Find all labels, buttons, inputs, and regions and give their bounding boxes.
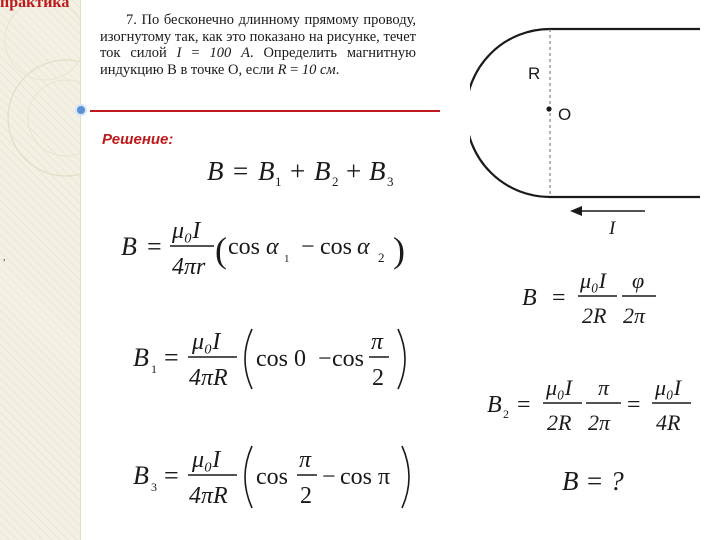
problem-statement: 7. По бесконечно длинному прямому проводу, изогнутому так, как это показано на рисунке, течет ток силой I = 100 А. Определить магнитную индукцию В в точке О, если R = 10 см. bbox=[100, 12, 416, 78]
svg-text:2π: 2π bbox=[588, 410, 611, 435]
bent-wire bbox=[470, 29, 700, 197]
svg-text:B: B bbox=[121, 232, 137, 261]
eq-b1 bbox=[133, 329, 405, 391]
svg-text:μ₀I: μ₀I bbox=[546, 375, 573, 400]
svg-text:B: B bbox=[133, 343, 149, 372]
svg-text:B: B bbox=[314, 156, 331, 186]
svg-text:2R: 2R bbox=[547, 410, 572, 435]
svg-text:=: = bbox=[233, 156, 249, 186]
eq-sum bbox=[207, 156, 394, 189]
svg-text:2π: 2π bbox=[623, 303, 646, 328]
eq-b3 bbox=[133, 446, 409, 509]
problem-text-1: По бесконечно длинному прямому проводу, изогнутому так, как это показано на рисунке, течет ток силой bbox=[100, 12, 416, 61]
svg-text:=: = bbox=[147, 232, 162, 261]
svg-text:=: = bbox=[164, 461, 179, 490]
svg-text:B: B bbox=[522, 285, 537, 311]
svg-text:(: ( bbox=[215, 230, 227, 270]
svg-text:cos: cos bbox=[320, 234, 352, 260]
problem-text-end: . bbox=[335, 61, 340, 78]
svg-text:μ₀I: μ₀I bbox=[580, 268, 607, 293]
label-o: O bbox=[558, 105, 572, 124]
svg-text:−: − bbox=[318, 346, 332, 372]
margin-mark: , bbox=[3, 252, 6, 263]
svg-text:1: 1 bbox=[284, 253, 290, 265]
wire-figure bbox=[470, 20, 710, 240]
problem-number: 7. bbox=[126, 12, 137, 28]
section-tag: практика bbox=[0, 0, 70, 11]
arrow-head-icon bbox=[570, 206, 582, 216]
svg-text:3: 3 bbox=[387, 174, 394, 189]
bullet-dot bbox=[75, 104, 87, 116]
current-symbol: I bbox=[176, 45, 182, 61]
svg-text:μ₀I: μ₀I bbox=[192, 447, 221, 473]
svg-text:cos: cos bbox=[256, 464, 288, 490]
eq-general bbox=[121, 218, 405, 280]
svg-text:π: π bbox=[299, 447, 312, 473]
svg-text:4πr: 4πr bbox=[172, 254, 206, 280]
svg-text:=: = bbox=[552, 285, 566, 311]
svg-text:2: 2 bbox=[372, 365, 384, 391]
svg-text:μ₀I: μ₀I bbox=[172, 218, 201, 244]
svg-text:2: 2 bbox=[503, 407, 509, 421]
svg-text:3: 3 bbox=[151, 480, 157, 494]
svg-text:4πR: 4πR bbox=[189, 483, 228, 509]
svg-text:cos: cos bbox=[228, 234, 260, 260]
svg-text:B: B bbox=[133, 461, 149, 490]
svg-text:μ₀I: μ₀I bbox=[192, 329, 221, 355]
svg-text:−: − bbox=[301, 234, 315, 260]
svg-text:2: 2 bbox=[300, 483, 312, 509]
svg-text:φ: φ bbox=[632, 268, 645, 293]
svg-text:1: 1 bbox=[151, 362, 157, 376]
question-text: B = ? bbox=[562, 466, 624, 496]
divider-line bbox=[90, 110, 440, 112]
svg-text:B: B bbox=[207, 156, 224, 186]
svg-text:cos 0: cos 0 bbox=[256, 346, 306, 372]
svg-text:π: π bbox=[371, 329, 384, 355]
svg-text:−: − bbox=[322, 464, 336, 490]
svg-text:π: π bbox=[598, 375, 610, 400]
solution-label: Решение: bbox=[102, 131, 174, 148]
svg-text:α: α bbox=[357, 234, 370, 260]
eq-b2 bbox=[487, 375, 691, 435]
svg-text:+: + bbox=[290, 156, 306, 186]
eq-arc bbox=[522, 268, 656, 328]
label-r: R bbox=[528, 64, 541, 83]
svg-text:α: α bbox=[266, 234, 279, 260]
radius-symbol: R bbox=[277, 61, 287, 78]
svg-text:cos: cos bbox=[332, 346, 364, 372]
svg-text:4R: 4R bbox=[656, 410, 681, 435]
svg-text:B: B bbox=[369, 156, 386, 186]
svg-text:2: 2 bbox=[378, 250, 385, 265]
point-o bbox=[546, 106, 551, 111]
svg-text:μ₀I: μ₀I bbox=[655, 375, 682, 400]
svg-text:B: B bbox=[487, 392, 502, 418]
svg-text:2: 2 bbox=[332, 174, 339, 189]
svg-text:cos π: cos π bbox=[340, 464, 391, 490]
radius-value: 10 см bbox=[301, 61, 336, 78]
decorative-circles bbox=[0, 0, 80, 540]
current-value: 100 А bbox=[209, 45, 250, 61]
svg-text:B: B bbox=[258, 156, 275, 186]
svg-text:2R: 2R bbox=[582, 303, 607, 328]
svg-text:1: 1 bbox=[275, 174, 282, 189]
label-i: I bbox=[609, 218, 616, 239]
svg-text:): ) bbox=[393, 230, 405, 270]
svg-text:+: + bbox=[346, 156, 362, 186]
svg-text:=: = bbox=[164, 343, 179, 372]
svg-text:=: = bbox=[627, 392, 641, 418]
svg-text:4πR: 4πR bbox=[189, 365, 228, 391]
svg-text:=: = bbox=[517, 392, 531, 418]
problem-text-2: . Определить магнитную индукцию В в точке О, если bbox=[100, 45, 416, 78]
equals-sign: = bbox=[181, 45, 210, 61]
